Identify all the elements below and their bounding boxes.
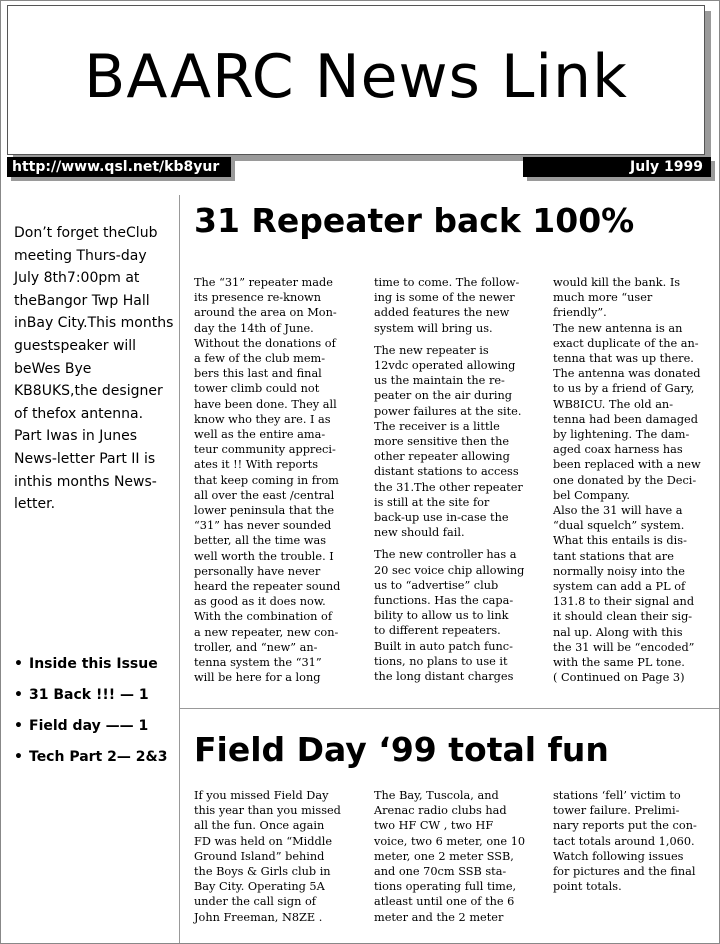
text-line: back-up use in-case the: [374, 511, 509, 525]
text-line: other repeater allowing: [374, 450, 510, 464]
paragraph: [374, 343, 524, 541]
text-line: Built in auto patch func-: [374, 639, 513, 653]
text-line: day July 8th: [14, 247, 147, 287]
text-line: heard the repeater sound: [194, 580, 341, 594]
text-line: 20 sec voice chip allowing: [374, 563, 525, 577]
text-line: The new repeater is: [374, 343, 489, 357]
text-line: fox antenna. Part I: [14, 405, 144, 445]
text-line: as good as it does now.: [194, 595, 326, 609]
text-line: Wes Bye KB8UKS,: [14, 360, 92, 400]
text-line: point totals.: [553, 880, 622, 894]
text-line: this year than you missed: [194, 804, 341, 818]
text-line: one donated by the Deci-: [553, 473, 697, 487]
text-line: tenna system the “31”: [194, 656, 322, 670]
text-line: a new repeater, new con-: [194, 625, 339, 639]
toc-label: Field day —— 1: [29, 718, 149, 734]
text-line: well as the entire ama-: [194, 428, 326, 442]
text-line: more sensitive then the: [374, 435, 510, 449]
toc-item: [14, 685, 174, 705]
text-line: The new antenna is an: [553, 321, 683, 335]
toc-item: [14, 747, 174, 767]
bullet-icon: •: [14, 656, 23, 672]
bullet-icon: •: [14, 749, 23, 765]
text-line: the 31.The other repeater: [374, 480, 523, 494]
text-line: The antenna was donated: [553, 367, 701, 381]
text-line: 131.8 to their signal and: [553, 595, 695, 609]
text-line: Arenac radio clubs had: [374, 804, 507, 818]
text-line: it should clean their sig-: [553, 610, 693, 624]
text-line: the long distant charges: [374, 670, 514, 684]
text-line: a few of the club mem-: [194, 352, 326, 366]
text-line: This months guest: [14, 315, 174, 354]
text-line: personally have never: [194, 564, 321, 578]
article-column: [553, 275, 701, 685]
text-line: ates it !! With reports: [194, 458, 319, 472]
text-line: aged coax harness has: [553, 443, 683, 457]
text-line: the 31 will be “encoded”: [553, 640, 695, 654]
paragraph: [374, 547, 524, 684]
text-line: bility to allow us to link: [374, 609, 509, 623]
text-line: Watch following issues: [553, 849, 684, 863]
text-line: Bay City.: [26, 315, 88, 332]
text-line: added features the new: [374, 306, 510, 320]
text-line: tions operating full time,: [374, 880, 517, 894]
text-line: “31” has never sounded: [194, 519, 332, 533]
text-line: much more “user: [553, 291, 653, 305]
text-line: have been done. They all: [194, 397, 337, 411]
issue-date: July 1999: [523, 157, 711, 177]
text-line: time to come. The follow-: [374, 276, 520, 289]
article-column: [374, 275, 524, 691]
text-line: tenna had been damaged: [553, 412, 698, 426]
text-line: “dual squelch” system.: [553, 519, 685, 533]
text-line: letter Part II is in: [14, 450, 156, 490]
text-line: ing is some of the newer: [374, 291, 515, 305]
text-line: to us by a friend of Gary,: [553, 382, 695, 396]
text-line: Bay City. Operating 5A: [194, 880, 325, 894]
text-line: us to “advertise” club: [374, 578, 499, 592]
text-line: functions. Has the capa-: [374, 594, 514, 608]
text-line: to different repeaters.: [374, 624, 501, 638]
text-line: system can add a PL of: [553, 580, 686, 594]
text-line: Also the 31 will have a: [553, 504, 683, 518]
text-line: better, all the time was: [194, 534, 327, 548]
text-line: the designer of the: [14, 383, 163, 422]
text-line: nary reports put the con-: [553, 819, 697, 833]
text-line: will be here for a long: [194, 671, 321, 685]
text-line: The Bay, Tuscola, and: [374, 789, 499, 802]
article-headline-repeater: 31 Repeater back 100%: [194, 201, 635, 240]
text-line: 7:00pm at the: [14, 270, 140, 309]
text-line: tower climb could not: [194, 382, 320, 396]
text-line: 12vdc operated allowing: [374, 359, 516, 373]
article-headline-field-day: Field Day ‘99 total fun: [194, 730, 609, 769]
text-line: letter.: [14, 496, 56, 513]
text-line: stations ‘fell’ victim to: [553, 789, 681, 802]
text-line: tions, no plans to use it: [374, 654, 508, 668]
text-line: John Freeman, N8ZE .: [194, 910, 323, 924]
article-column: [374, 788, 525, 925]
text-line: all the fun. Once again: [194, 819, 325, 833]
meeting-reminder: [14, 222, 174, 516]
text-line: The receiver is a little: [374, 419, 500, 433]
text-line: Without the donations of: [194, 336, 336, 350]
text-line: normally noisy into the: [553, 564, 685, 578]
text-line: ( Continued on Page 3): [553, 671, 685, 685]
text-line: the Boys & Girls club in: [194, 865, 331, 879]
text-line: Club meeting Thurs-: [14, 225, 158, 264]
bullet-icon: •: [14, 687, 23, 703]
text-line: meter and the 2 meter: [374, 910, 504, 924]
paragraph: [374, 275, 524, 336]
toc-label: 31 Back !!! — 1: [29, 687, 149, 703]
toc-item: [14, 716, 174, 736]
masthead: [7, 5, 705, 155]
text-line: friendly”.: [553, 306, 607, 320]
text-line: is still at the site for: [374, 495, 490, 509]
text-line: two HF CW , two HF: [374, 819, 494, 833]
text-line: lower peninsula that the: [194, 504, 335, 518]
text-line: was in Junes News-: [14, 428, 137, 467]
text-line: peater on the air during: [374, 389, 512, 403]
text-line: atleast until one of the 6: [374, 895, 515, 909]
text-line: FD was held on “Middle: [194, 834, 333, 848]
text-line: distant stations to access: [374, 465, 519, 479]
text-line: What this entails is dis-: [553, 534, 687, 548]
article-column: [194, 275, 340, 685]
text-line: system will bring us.: [374, 321, 493, 335]
text-line: by lightening. The dam-: [553, 428, 690, 442]
text-line: tower failure. Prelimi-: [553, 804, 680, 818]
text-line: tenna that was up there.: [553, 352, 694, 366]
toc-item: [14, 654, 174, 674]
newsletter-title: BAARC News Link: [84, 42, 628, 112]
text-line: tant stations that are: [553, 549, 674, 563]
text-line: this months News-: [26, 473, 157, 490]
text-line: day the 14th of June.: [194, 321, 314, 335]
text-line: tact totals around 1,060.: [553, 834, 695, 848]
table-of-contents: [14, 654, 174, 778]
text-line: power failures at the site.: [374, 404, 522, 418]
text-line: meter, one 2 meter SSB,: [374, 849, 514, 863]
text-line: If you missed Field Day: [194, 789, 329, 802]
text-line: voice, two 6 meter, one 10: [374, 834, 526, 848]
text-line: for pictures and the final: [553, 865, 696, 879]
text-line: well worth the trouble. I: [194, 549, 334, 563]
text-line: speaker will be: [14, 337, 137, 377]
text-line: Bangor Twp Hall in: [14, 292, 150, 332]
text-line: bel Company.: [553, 488, 630, 502]
text-line: its presence re-known: [194, 291, 321, 305]
bullet-icon: •: [14, 718, 23, 734]
article-divider: [179, 708, 719, 709]
text-line: new should fail.: [374, 526, 465, 540]
text-line: teur community appreci-: [194, 443, 336, 457]
column-divider: [179, 195, 180, 943]
text-line: under the call sign of: [194, 895, 316, 909]
text-line: nal up. Along with this: [553, 625, 683, 639]
text-line: that keep coming in from: [194, 473, 339, 487]
text-line: around the area on Mon-: [194, 306, 337, 320]
text-line: Ground Island” behind: [194, 849, 325, 863]
text-line: with the same PL tone.: [553, 656, 685, 670]
text-line: us the maintain the re-: [374, 374, 505, 388]
text-line: bers this last and final: [194, 367, 322, 381]
text-line: Don’t forget the: [14, 225, 127, 241]
text-line: The “31” repeater made: [194, 276, 333, 289]
text-line: been replaced with a new: [553, 458, 701, 472]
text-line: WB8ICU. The old an-: [553, 397, 674, 411]
text-line: With the combination of: [194, 610, 333, 624]
article-column: [553, 788, 697, 894]
toc-label: Tech Part 2— 2&3: [29, 749, 168, 765]
text-line: troller, and “new” an-: [194, 640, 318, 654]
text-line: all over the east /central: [194, 488, 335, 502]
article-column: [194, 788, 341, 925]
text-line: would kill the bank. Is: [553, 276, 681, 289]
text-line: know who they are. I as: [194, 412, 331, 426]
text-line: The new controller has a: [374, 548, 517, 562]
text-line: exact duplicate of the an-: [553, 336, 699, 350]
text-line: and one 70cm SSB sta-: [374, 865, 507, 879]
toc-label: Inside this Issue: [29, 656, 158, 672]
website-url: http://www.qsl.net/kb8yur: [7, 157, 231, 177]
